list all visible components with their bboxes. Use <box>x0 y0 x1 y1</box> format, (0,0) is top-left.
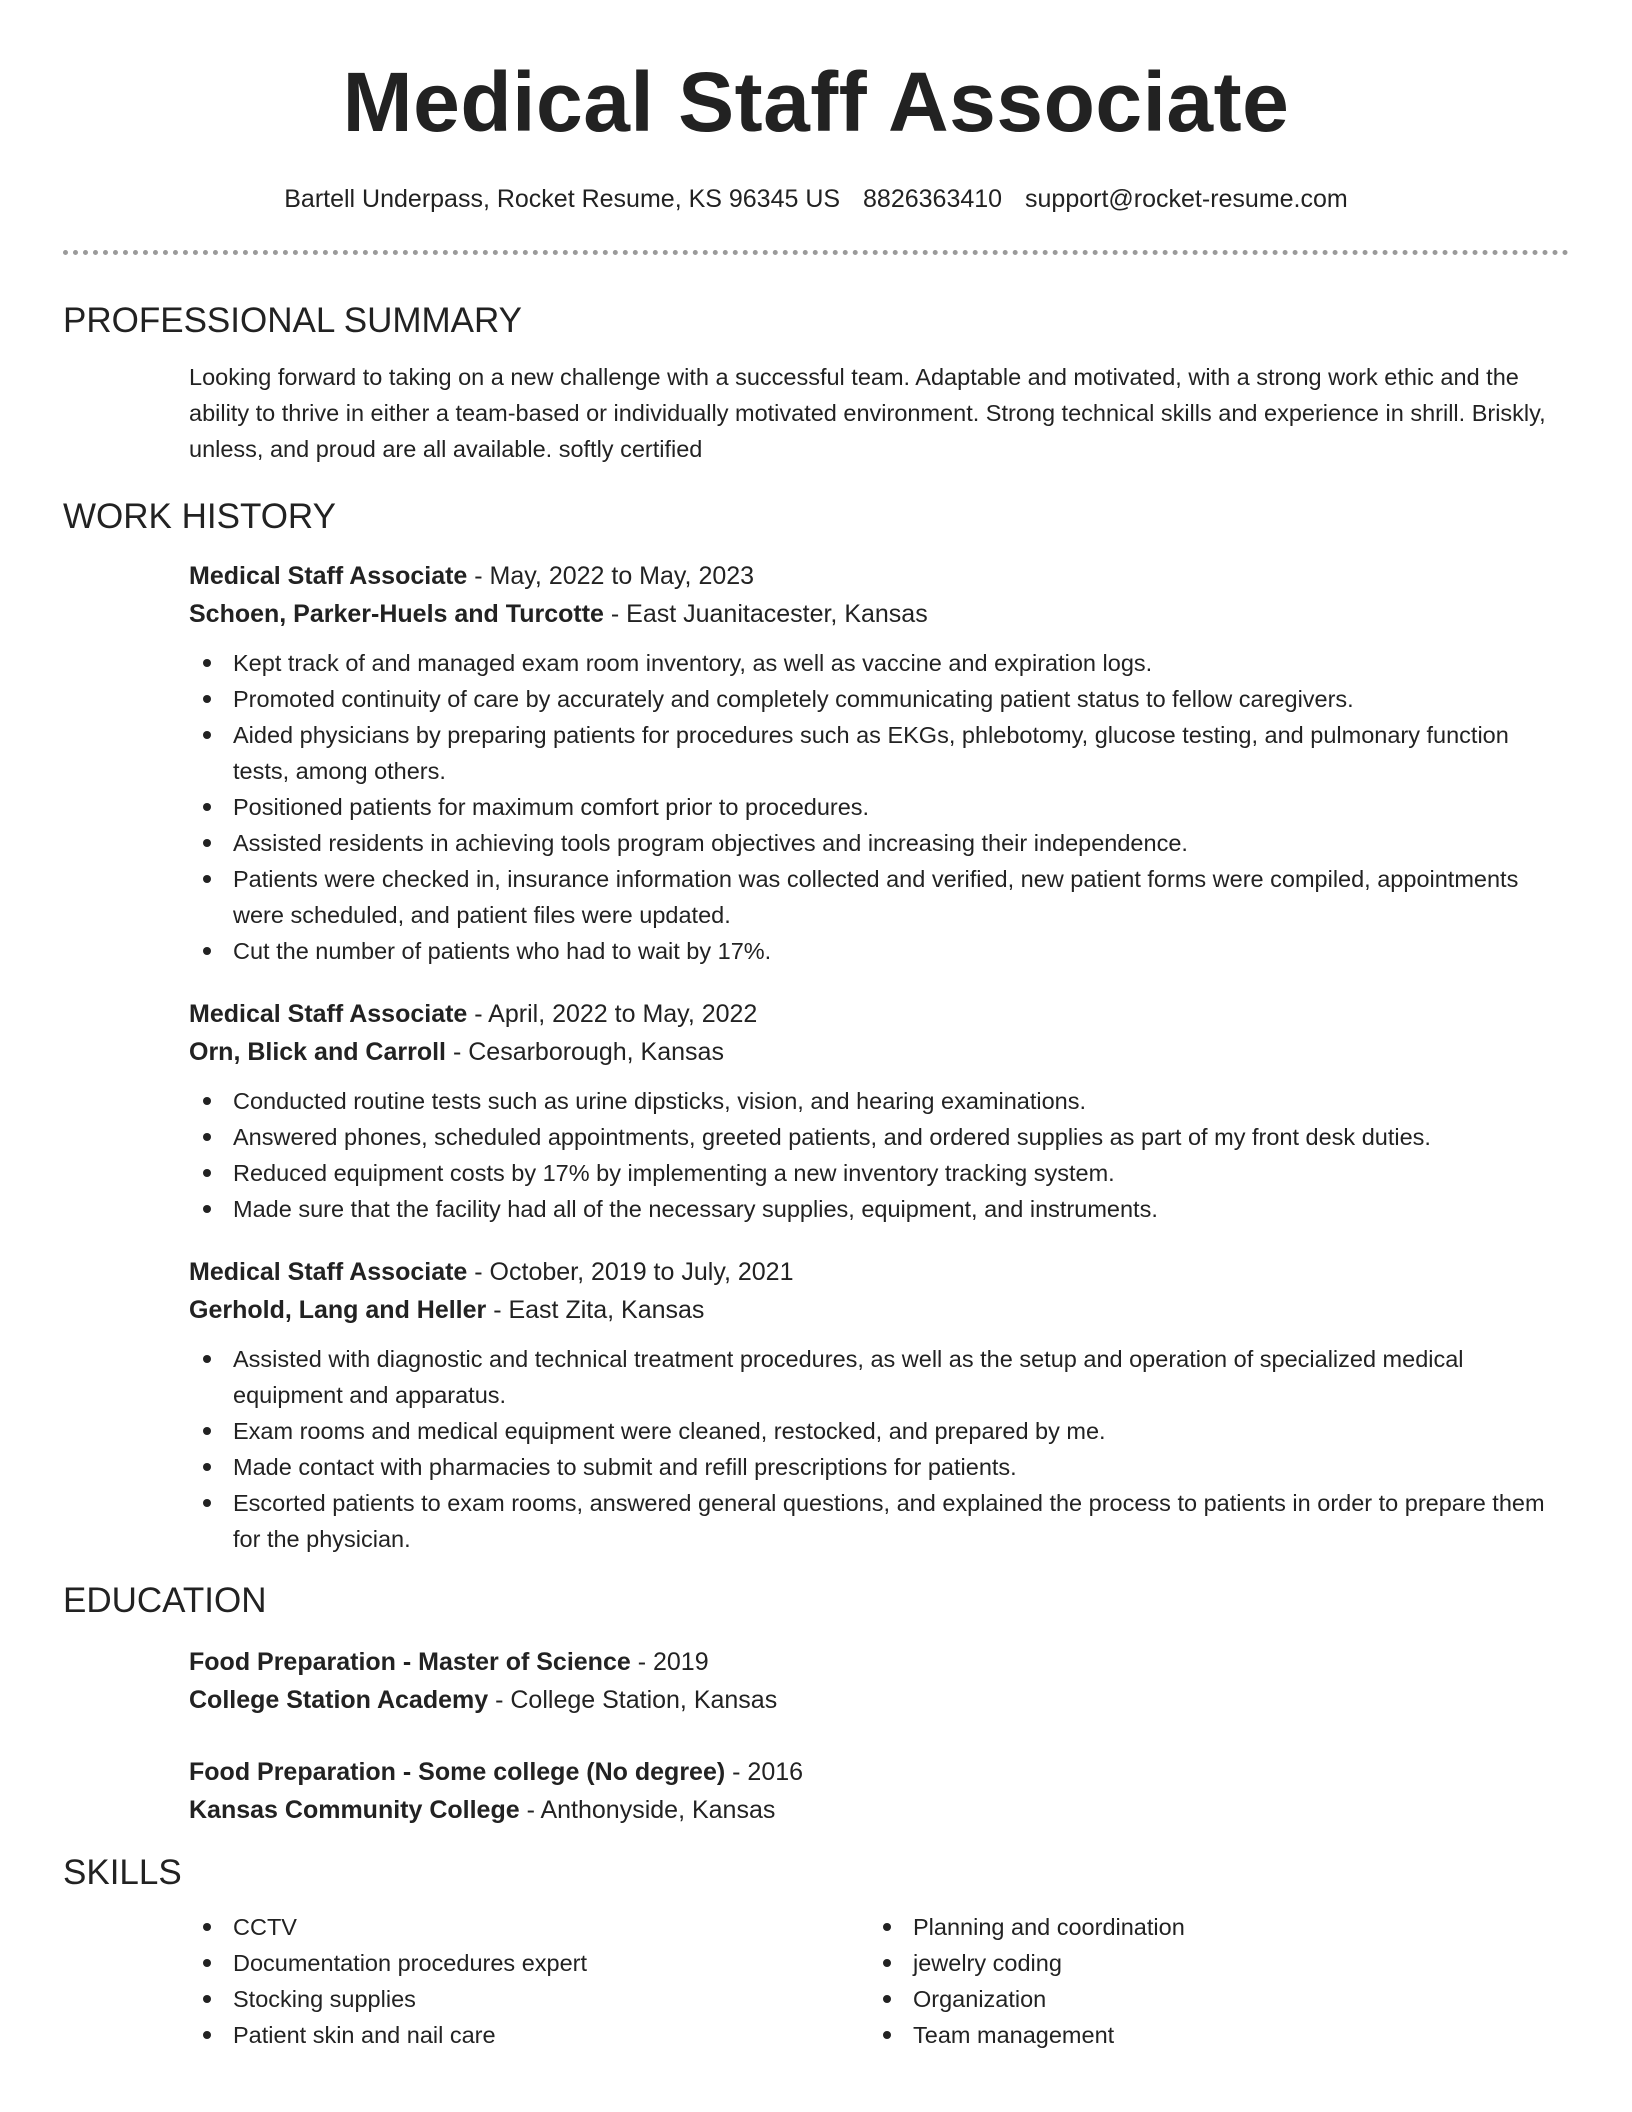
job-company-line <box>189 1033 1569 1071</box>
list-item: Assisted residents in achieving tools program objectives and increasing their independence. <box>189 825 1569 861</box>
job-entry <box>189 995 1569 1227</box>
summary-text: Looking forward to taking on a new challenge with a successful team. Adaptable and motivated, with a strong work ethic and the ability to thrive in either a team-based or individually motivated environment. Strong technical skills and experience in shrill. Briskly, unless, and proud are all available. softly certified <box>189 364 1546 462</box>
skills-list-right <box>869 1909 1549 2053</box>
education-entry <box>189 1643 1569 1719</box>
list-item: Team management <box>869 2017 1549 2053</box>
job-dates: - April, 2022 to May, 2022 <box>467 1000 758 1028</box>
job-role-line <box>189 557 1569 595</box>
education-school: College Station Academy <box>189 1686 489 1714</box>
list-item: Reduced equipment costs by 17% by implementing a new inventory tracking system. <box>189 1155 1569 1191</box>
list-item: Planning and coordination <box>869 1909 1549 1945</box>
job-company-line <box>189 595 1569 633</box>
skills-title: SKILLS <box>63 1853 182 1892</box>
contact-line <box>0 183 1632 215</box>
job-company: Schoen, Parker-Huels and Turcotte <box>189 600 604 628</box>
education-location: - College Station, Kansas <box>488 1686 778 1714</box>
job-location: - East Juanitacester, Kansas <box>603 600 928 628</box>
education-location: - Anthonyside, Kansas <box>519 1796 776 1824</box>
skills-column-right <box>869 1909 1549 2053</box>
list-item: Conducted routine tests such as urine dipsticks, vision, and hearing examinations. <box>189 1083 1569 1119</box>
job-role: Medical Staff Associate <box>189 1258 468 1286</box>
list-item: Patient skin and nail care <box>189 2017 869 2053</box>
skills-list-left <box>189 1909 869 2053</box>
list-item: Assisted with diagnostic and technical treatment procedures, as well as the setup and operation of specialized medical equipment and apparatus. <box>189 1341 1569 1413</box>
resume-content <box>63 295 1569 2053</box>
skills-column-left <box>189 1909 869 2053</box>
job-entry <box>189 1253 1569 1557</box>
job-company-line <box>189 1291 1569 1329</box>
job-location: - Cesarborough, Kansas <box>446 1038 724 1066</box>
job-role: Medical Staff Associate <box>189 562 468 590</box>
summary-section <box>63 295 1569 467</box>
job-dates: - May, 2022 to May, 2023 <box>467 562 755 590</box>
work-history-title: WORK HISTORY <box>63 497 336 536</box>
education-entry <box>189 1753 1569 1829</box>
list-item: jewelry coding <box>869 1945 1549 1981</box>
education-school-line <box>189 1681 1569 1719</box>
education-school: Kansas Community College <box>189 1796 520 1824</box>
job-role-line <box>189 995 1569 1033</box>
list-item: CCTV <box>189 1909 869 1945</box>
job-bullets <box>189 645 1569 969</box>
job-entry <box>189 557 1569 969</box>
job-dates: - October, 2019 to July, 2021 <box>467 1258 794 1286</box>
list-item: Made contact with pharmacies to submit and refill prescriptions for patients. <box>189 1449 1569 1485</box>
job-location: - East Zita, Kansas <box>486 1296 705 1324</box>
list-item: Kept track of and managed exam room inventory, as well as vaccine and expiration logs. <box>189 645 1569 681</box>
education-school-line <box>189 1791 1569 1829</box>
job-role-line <box>189 1253 1569 1291</box>
job-company: Gerhold, Lang and Heller <box>189 1296 487 1324</box>
education-degree: Food Preparation - Some college (No degree) <box>189 1758 726 1786</box>
job-bullets <box>189 1083 1569 1227</box>
education-degree: Food Preparation - Master of Science <box>189 1648 631 1676</box>
work-history-section <box>63 491 1569 1557</box>
skills-section <box>63 1847 1569 2053</box>
list-item: Escorted patients to exam rooms, answered general questions, and explained the process to patients in order to prepare them for the physician. <box>189 1485 1569 1557</box>
list-item: Stocking supplies <box>189 1981 869 2017</box>
summary-title: PROFESSIONAL SUMMARY <box>63 301 522 340</box>
job-company: Orn, Blick and Carroll <box>189 1038 447 1066</box>
job-bullets <box>189 1341 1569 1557</box>
list-item: Positioned patients for maximum comfort prior to procedures. <box>189 789 1569 825</box>
skills-grid <box>189 1909 1569 2053</box>
list-item: Aided physicians by preparing patients for procedures such as EKGs, phlebotomy, glucose testing, and pulmonary function tests, among others. <box>189 717 1569 789</box>
list-item: Made sure that the facility had all of the necessary supplies, equipment, and instruments. <box>189 1191 1569 1227</box>
header-divider <box>63 250 1569 255</box>
list-item: Documentation procedures expert <box>189 1945 869 1981</box>
list-item: Answered phones, scheduled appointments, greeted patients, and ordered supplies as part of my front desk duties. <box>189 1119 1569 1155</box>
list-item: Patients were checked in, insurance information was collected and verified, new patient forms were compiled, appointments were scheduled, and patient files were updated. <box>189 861 1569 933</box>
job-role: Medical Staff Associate <box>189 1000 468 1028</box>
contact-address: Bartell Underpass, Rocket Resume, KS 96345 US <box>284 185 841 213</box>
list-item: Organization <box>869 1981 1549 2017</box>
resume-name: Medical Staff Associate <box>342 55 1290 149</box>
list-item: Exam rooms and medical equipment were cleaned, restocked, and prepared by me. <box>189 1413 1569 1449</box>
education-title: EDUCATION <box>63 1581 267 1620</box>
contact-email: support@rocket-resume.com <box>1025 185 1348 213</box>
list-item: Promoted continuity of care by accurately and completely communicating patient status to fellow caregivers. <box>189 681 1569 717</box>
education-degree-line <box>189 1753 1569 1791</box>
list-item: Cut the number of patients who had to wait by 17%. <box>189 933 1569 969</box>
contact-phone: 8826363410 <box>863 185 1003 213</box>
education-section <box>63 1575 1569 1829</box>
education-degree-line <box>189 1643 1569 1681</box>
education-year: - 2016 <box>725 1758 804 1786</box>
education-year: - 2019 <box>630 1648 709 1676</box>
